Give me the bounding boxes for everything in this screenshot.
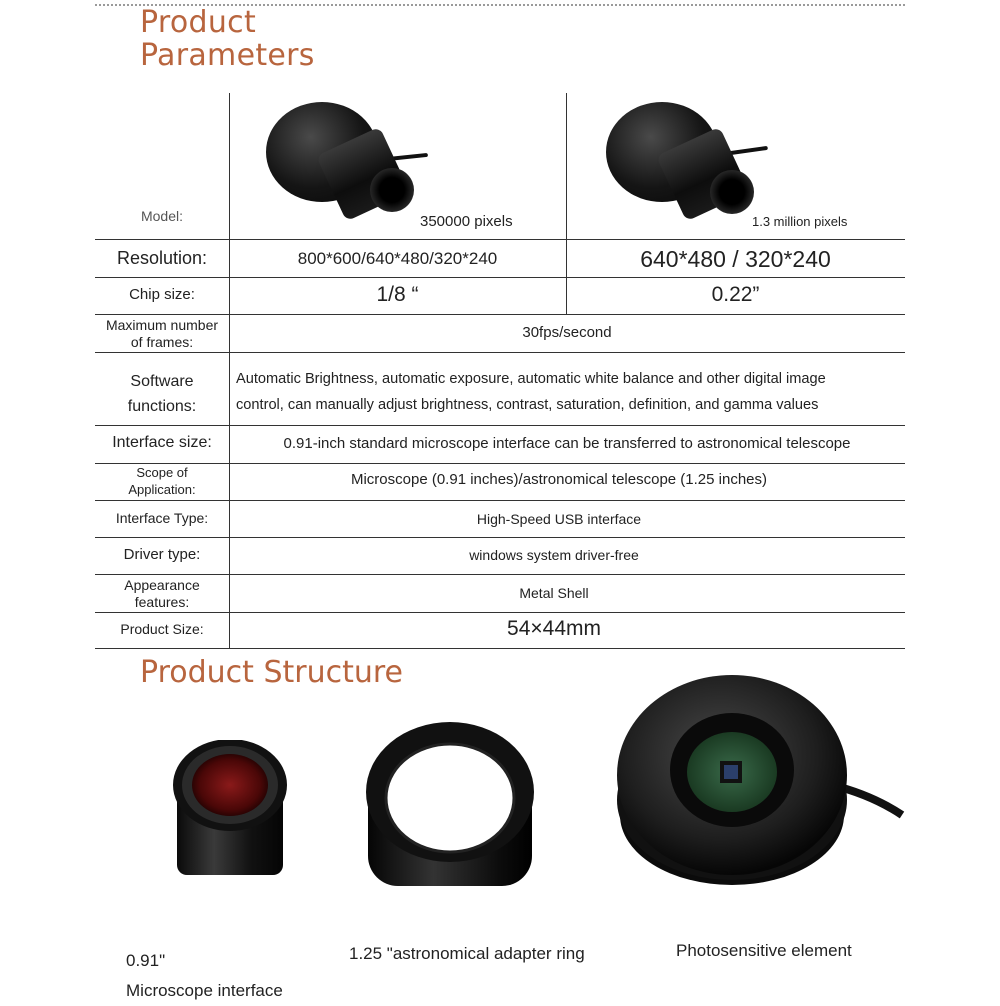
product-size-value: 54×44mm	[507, 617, 601, 640]
camera-350000-image	[258, 98, 418, 228]
label-line: features:	[134, 594, 190, 610]
interface-type-label: Interface Type:	[115, 510, 209, 526]
label-line: Software	[130, 373, 194, 390]
chip-size-value-1: 1/8 “	[376, 283, 419, 306]
product-size-label: Product Size:	[120, 621, 204, 637]
table-row-line	[95, 314, 905, 315]
scope-value: Microscope (0.91 inches)/astronomical telescope (1.25 inches)	[350, 471, 768, 488]
value-line: control, can manually adjust brightness, contrast, saturation, definition, and gamma values	[236, 397, 819, 413]
interface-size-value: 0.91-inch standard microscope interface can be transferred to astronomical telescope	[283, 435, 851, 452]
adapter-ring-image	[360, 720, 540, 900]
table-row-line	[95, 277, 905, 278]
label-line: of frames:	[130, 334, 194, 350]
interface-type-value: High-Speed USB interface	[476, 511, 642, 527]
microscope-interface-image	[160, 740, 300, 880]
table-row-line	[95, 239, 905, 240]
table-row-line	[95, 500, 905, 501]
driver-type-label: Driver type:	[123, 546, 201, 563]
value-line: Automatic Brightness, automatic exposure, automatic white balance and other digital image	[236, 371, 826, 387]
label-line: Scope of	[136, 465, 188, 480]
software-functions-value	[236, 366, 905, 418]
appearance-label	[95, 577, 229, 611]
photosensitive-element-image	[612, 665, 912, 905]
chip-size-value-2: 0.22”	[711, 283, 760, 306]
table-row-line	[95, 612, 905, 613]
interface-size-label: Interface size:	[112, 434, 212, 451]
resolution-label: Resolution:	[116, 248, 208, 268]
model-1.3-million-pixels: 1.3 million pixels	[752, 214, 848, 229]
label-line: Maximum number	[105, 317, 219, 333]
max-frames-label	[95, 317, 229, 351]
resolution-value-1: 800*600/640*480/320*240	[297, 249, 498, 268]
appearance-value: Metal Shell	[519, 585, 589, 601]
chip-size-label: Chip size:	[129, 286, 195, 303]
table-row-line	[95, 425, 905, 426]
heading-line-1: Product	[140, 5, 257, 40]
label-line: functions:	[127, 398, 197, 415]
label-line: Application:	[128, 482, 196, 497]
product-parameters-heading	[140, 6, 315, 72]
table-row-line	[95, 648, 905, 649]
max-frames-value: 30fps/second	[522, 324, 612, 341]
adapter-ring-caption: 1.25 "astronomical adapter ring	[349, 944, 585, 963]
caption-line: Microscope interface	[126, 981, 283, 1000]
model-350000-pixels: 350000 pixels	[420, 213, 513, 230]
software-functions-label	[95, 369, 229, 419]
label-line: Appearance	[124, 577, 200, 593]
camera-1.3mp-image	[598, 98, 758, 228]
model-label: Model:	[140, 208, 184, 224]
table-divider-left	[229, 93, 230, 648]
resolution-value-2: 640*480 / 320*240	[640, 246, 831, 272]
heading-line-2: Parameters	[140, 38, 315, 73]
table-row-line	[95, 574, 905, 575]
caption-line: 0.91"	[126, 951, 166, 970]
table-row-line	[95, 352, 905, 353]
photosensitive-element-caption: Photosensitive element	[676, 941, 852, 960]
driver-type-value: windows system driver-free	[469, 547, 639, 563]
microscope-interface-caption	[126, 946, 283, 1006]
product-structure-heading: Product Structure	[140, 655, 403, 690]
table-row-line	[95, 537, 905, 538]
table-divider-mid	[566, 93, 567, 315]
scope-label	[95, 464, 229, 498]
